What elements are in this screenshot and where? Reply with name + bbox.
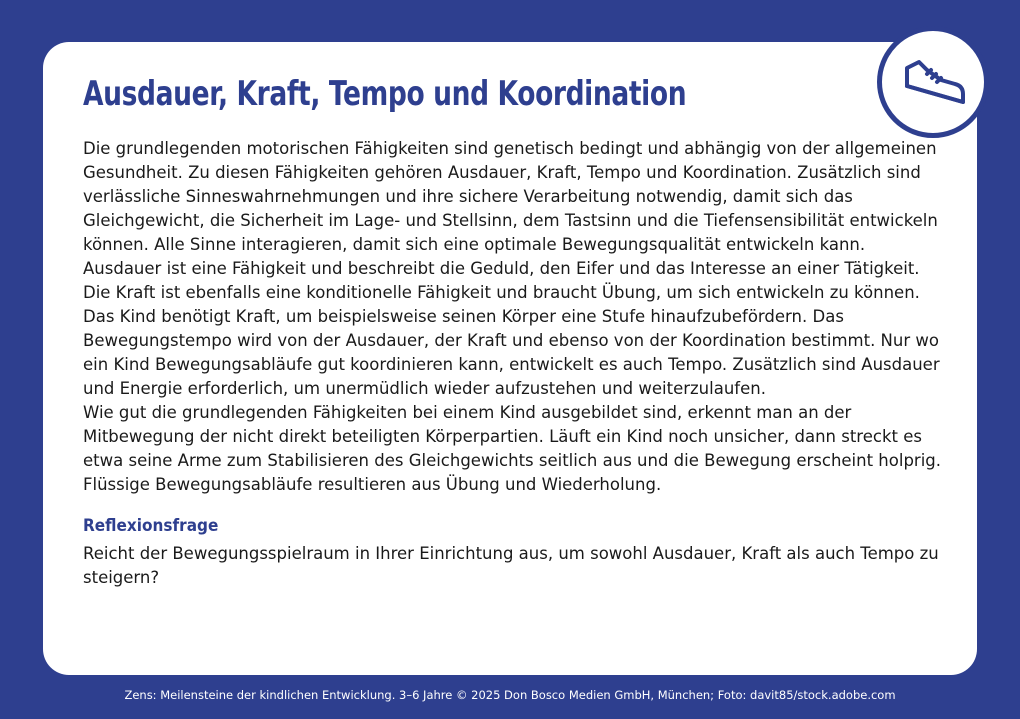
- paragraph-1: Die grundlegenden motorischen Fähigkeiten sind genetisch bedingt und abhängig von der allgemeinen Gesundheit. Zu diesen Fähigkeiten gehören Ausdauer, Kraft, Tempo und Koordination. Zusätzlich sind verlässliche Sinneswahrnehmungen und ihre sichere Verarbeitung notwendig, damit sich das Gleichgewicht, die Sicherheit im Lage- und Stellsinn, dem Tastsinn und die Tiefensensibilität entwickeln können. Alle Sinne interagieren, damit sich eine optimale Bewegungsqualität entwickeln kann.: [83, 139, 938, 254]
- page-title: Ausdauer, Kraft, Tempo und Koordination: [83, 74, 687, 114]
- paragraph-3: Wie gut die grundlegenden Fähigkeiten bei einem Kind ausgebildet sind, erkennt man an der Mitbewegung der nicht direkt beteiligten Körperpartien. Läuft ein Kind noch unsicher, dann streckt es etwa seine Arme zum Stabilisieren des Gleichgewichts seitlich aus und die Bewegung erscheint holprig. Flüssige Bewegungsabläufe resultieren aus Übung und Wiederholung.: [83, 403, 942, 494]
- sneaker-icon: [897, 46, 969, 118]
- reflection-question: Reicht der Bewegungsspielraum in Ihrer Einrichtung aus, um sowohl Ausdauer, Kraft als auch Tempo zu steigern?: [83, 544, 939, 587]
- body-text: [83, 137, 943, 497]
- footer-credit: Zens: Meilensteine der kindlichen Entwicklung. 3–6 Jahre © 2025 Don Bosco Medien GmbH, München; Foto: davit85/stock.adobe.com: [124, 688, 896, 702]
- icon-badge: [877, 26, 989, 138]
- paragraph-2: Ausdauer ist eine Fähigkeit und beschreibt die Geduld, den Eifer und das Interesse an einer Tätigkeit. Die Kraft ist ebenfalls eine konditionelle Fähigkeit und braucht Übung, um sich entwickeln zu können. Das Kind benötigt Kraft, um beispielsweise seinen Körper eine Stufe hinaufzubefördern. Das Bewegungstempo wird von der Ausdauer, der Kraft und ebenso von der Koordination bestimmt. Nur wo ein Kind Bewegungsabläufe gut koordinieren kann, entwickelt es auch Tempo. Zusätzlich sind Ausdauer und Energie erforderlich, um unermüdlich wieder aufzustehen und weiterzulaufen.: [83, 259, 940, 398]
- reflection-heading: Reflexionsfrage: [83, 516, 219, 536]
